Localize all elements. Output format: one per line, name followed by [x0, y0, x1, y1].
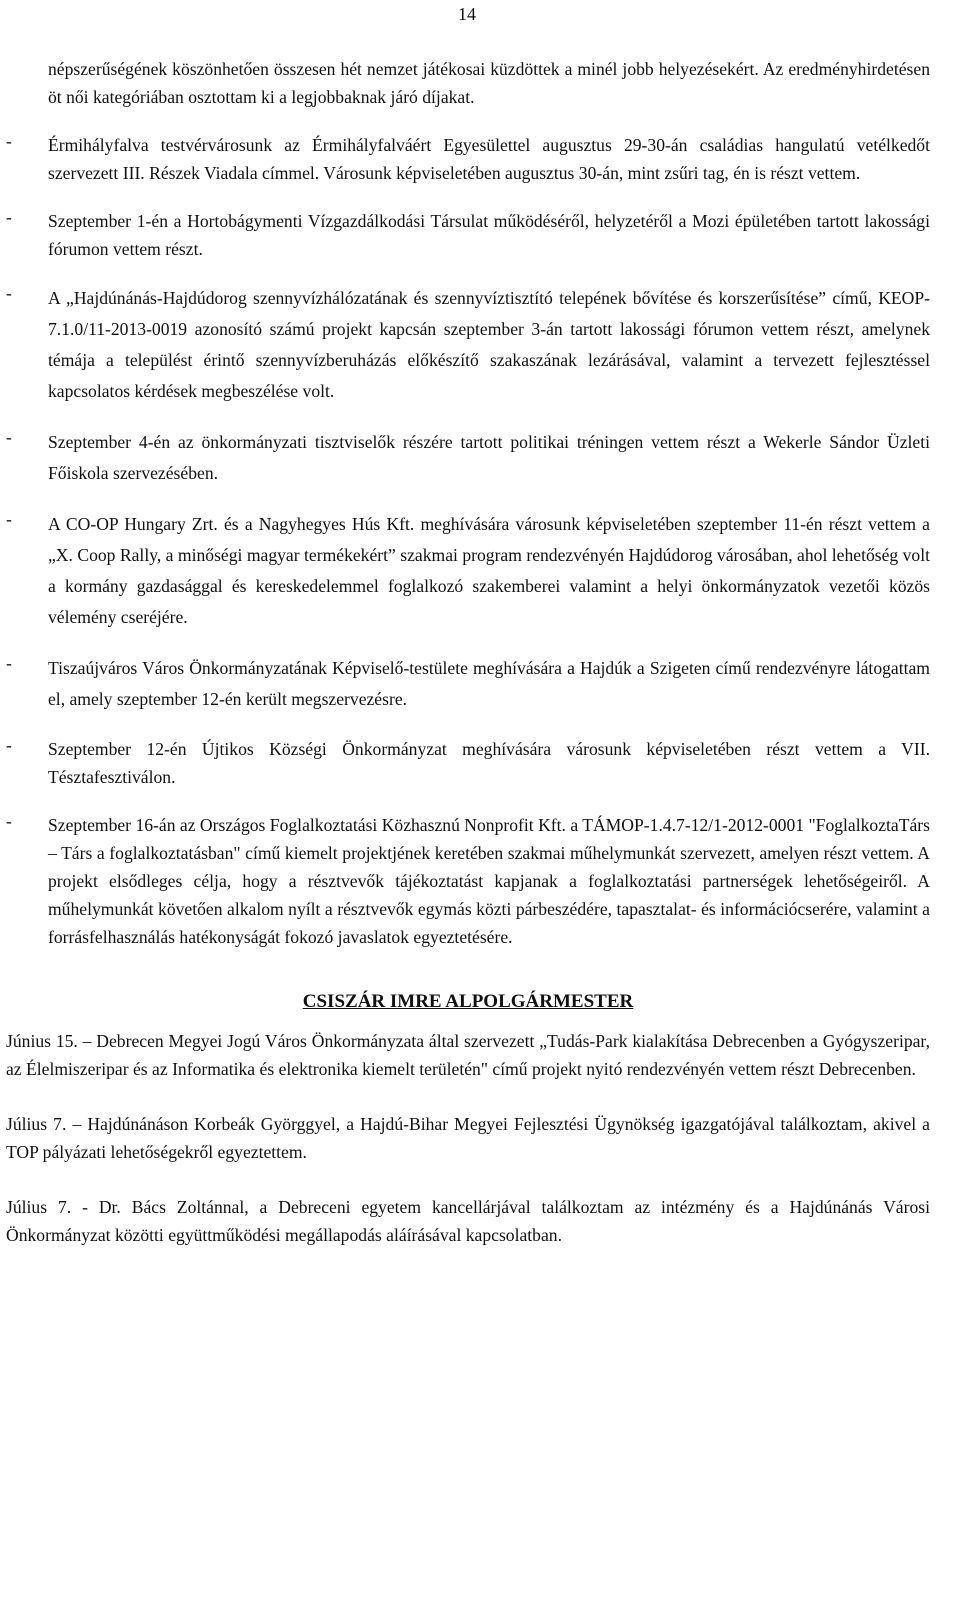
bullet-dash: -	[6, 283, 12, 303]
list-item-text: A CO-OP Hungary Zrt. és a Nagyhegyes Hús Kft. meghívására városunk képviseletében szeptember 11-én részt vettem a „X. Coop Rally, a minőségi magyar termékekért” szakmai program rendezvényén Hajdúdorog városában, ahol lehetőség volt a kormány gazdasággal és kereskedelemmel foglalkozó szakemberei valamint a helyi önkormányzatok vezetői közös vélemény cseréjére.	[48, 514, 930, 627]
list-item	[6, 131, 930, 187]
list-item-text: Szeptember 12-én Újtikos Községi Önkormányzat meghívására városunk képviseletében részt vettem a VII. Tésztafesztiválon.	[48, 739, 930, 787]
list-item-text: A „Hajdúnánás-Hajdúdorog szennyvízhálózatának és szennyvíztisztító telepének bővítése és korszerűsítése” című, KEOP-7.1.0/11-2013-0019 azonosító számú projekt kapcsán szeptember 3-án tartott lakossági fórumon vettem részt, amelynek témája a települést érintő szennyvízberuházás előkészítő szakaszának lezárásával, valamint a tervezett fejlesztéssel kapcsolatos kérdések megbeszélése volt.	[48, 288, 930, 401]
list-item	[6, 509, 930, 633]
document-body	[6, 55, 930, 1276]
bullet-dash: -	[6, 735, 12, 755]
list-item	[6, 653, 930, 715]
list-item-text: Szeptember 16-án az Országos Foglalkoztatási Közhasznú Nonprofit Kft. a TÁMOP-1.4.7-12/1-2012-0001 "FoglalkoztaTárs – Társ a foglalkoztatásban" című kiemelt projektjének keretében szakmai műhelymunkát szervezett, amelyen részt vettem. A projekt elsődleges célja, hogy a résztvevők tájékoztatást kapjanak a foglalkoztatási partnerségek lehetőségeiről. A műhelymunkát követően alkalom nyílt a résztvevők egymás közti párbeszédére, tapasztalat- és információcserére, valamint a forrásfelhasználás hatékonyságát fokozó javaslatok egyeztetésére.	[48, 815, 930, 947]
dated-entry: Július 7. – Hajdúnánáson Korbeák Györggyel, a Hajdú-Bihar Megyei Fejlesztési Ügynökség igazgatójával találkoztam, akivel a TOP pályázati lehetőségekről egyeztettem.	[6, 1114, 930, 1162]
bullet-dash: -	[6, 811, 12, 831]
continuation-paragraph: népszerűségének köszönhetően összesen hét nemzet játékosai küzdöttek a minél jobb helyezésekért. Az eredményhirdetésen öt női kategóriában osztottam ki a legjobbaknak járó díjakat.	[48, 59, 930, 107]
list-item-text: Szeptember 4-én az önkormányzati tisztviselők részére tartott politikai tréningen vettem részt a Wekerle Sándor Üzleti Főiskola szervezésében.	[48, 432, 930, 483]
list-item	[6, 283, 930, 407]
page-number: 14	[458, 4, 476, 24]
bullet-dash: -	[6, 131, 12, 151]
list-item	[6, 811, 930, 951]
bullet-dash: -	[6, 207, 12, 227]
list-item	[6, 207, 930, 263]
dated-entry: Július 7. - Dr. Bács Zoltánnal, a Debreceni egyetem kancellárjával találkoztam az intézmény és a Hajdúnánás Városi Önkormányzat közötti együttműködési megállapodás aláírásával kapcsolatban.	[6, 1197, 930, 1245]
list-item	[6, 427, 930, 489]
bullet-dash: -	[6, 509, 12, 529]
section-title: CSISZÁR IMRE ALPOLGÁRMESTER	[302, 991, 634, 1012]
list-item	[6, 735, 930, 791]
list-item-text: Érmihályfalva testvérvárosunk az Érmihályfalváért Egyesülettel augusztus 29-30-án családias hangulatú vetélkedőt szervezett III. Részek Viadala címmel. Városunk képviseletében augusztus 30-án, mint zsűri tag, én is részt vettem.	[48, 135, 930, 183]
dated-entry: Június 15. – Debrecen Megyei Jogú Város Önkormányzata által szervezett „Tudás-Park kialakítása Debrecenben a Gyógyszeripar, az Élelmiszeripar és az Informatika és elektronika kiemelt területén" című projekt nyitó rendezvényén vettem részt Debrecenben.	[6, 1031, 930, 1079]
list-item-text: Szeptember 1-én a Hortobágymenti Vízgazdálkodási Társulat működéséről, helyzetéről a Mozi épületében tartott lakossági fórumon vettem részt.	[48, 211, 930, 259]
bullet-dash: -	[6, 427, 12, 447]
bullet-dash: -	[6, 653, 12, 673]
list-item-text: Tiszaújváros Város Önkormányzatának Képviselő-testülete meghívására a Hajdúk a Szigeten című rendezvényre látogattam el, amely szeptember 12-én került megszervezésre.	[48, 658, 930, 709]
